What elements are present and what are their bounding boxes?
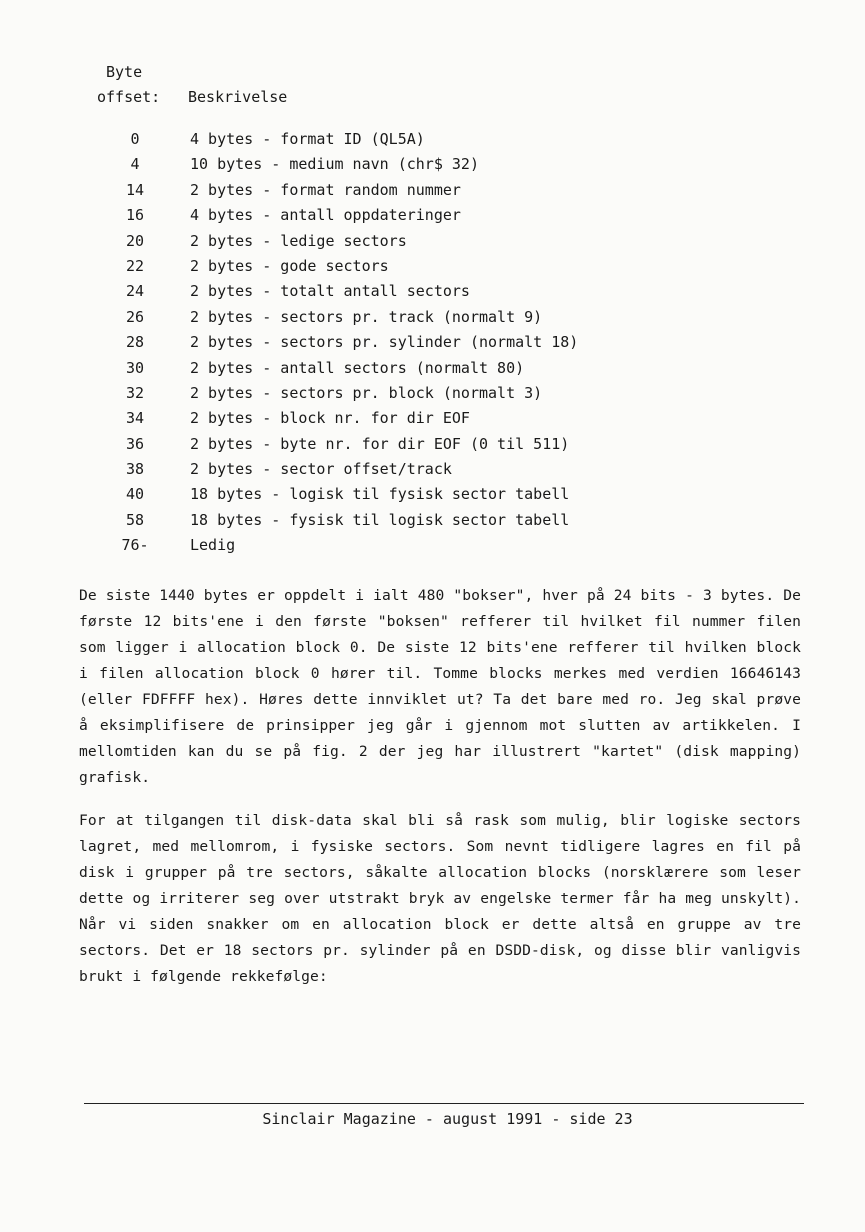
field-description: 4 bytes - format ID (QL5A) [190,130,425,148]
field-description: 2 bytes - sectors pr. block (normalt 3) [190,383,543,402]
byte-offset: 26 [125,307,145,326]
byte-offset: 30 [125,358,145,377]
table-row [0,127,865,152]
byte-offset: 24 [125,282,145,301]
paragraph-2: For at tilgangen til disk-data skal bli så rask som mulig, blir logiske sectors lagret, med mellomrom, i fysiske sectors. Som nevnt tidligere lagres en fil på disk i grupper på tre sectors, såkalte allocation blocks (norsklærere som leser dette og irriterer seg over utstrakt bryk av engelske termer får ha meg unskylt). Når vi siden snakker om en allocation block er dette altså en gruppe av tre sectors. Det er 18 sectors pr. sylinder på en DSDD-disk, og disse blir vanligvis brukt i følgende rekkefølge: [79,812,801,985]
byte-offset: 0 [130,130,140,148]
field-description: 18 bytes - fysisk til logisk sector tabell [190,510,570,529]
offset-table [0,127,865,559]
page-footer: Sinclair Magazine - august 1991 - side 23 [262,1110,633,1128]
field-description: 2 bytes - block nr. for dir EOF [190,409,470,428]
byte-offset: 58 [125,510,145,529]
header-offset-label: offset: [97,88,161,106]
field-description: 10 bytes - medium navn (chr$ 32) [190,155,479,174]
table-row [0,203,865,228]
table-row [0,356,865,381]
table-row [0,254,865,279]
field-description: 2 bytes - sectors pr. track (normalt 9) [190,307,543,326]
field-description: 2 bytes - sector offset/track [190,460,452,479]
table-row [0,229,865,254]
byte-offset: 16 [125,206,145,225]
byte-offset: 38 [125,460,145,479]
header-byte-label: Byte [106,63,143,81]
header-description-label: Beskrivelse [188,88,288,106]
field-description: 2 bytes - gode sectors [190,256,389,275]
table-row [0,482,865,507]
field-description: 18 bytes - logisk til fysisk sector tabell [190,485,570,504]
table-row [0,406,865,431]
byte-offset: 20 [125,231,145,250]
field-description: 2 bytes - ledige sectors [190,231,407,250]
field-description: Ledig [190,536,236,555]
table-row [0,178,865,203]
byte-offset: 76- [121,536,149,555]
table-row [0,152,865,177]
table-row [0,279,865,304]
byte-offset: 36 [125,434,145,453]
field-description: 2 bytes - antall sectors (normalt 80) [190,358,525,377]
byte-offset: 22 [125,256,145,275]
footer-rule [84,1103,804,1104]
table-row [0,305,865,330]
table-row [0,457,865,482]
table-row [0,533,865,558]
field-description: 2 bytes - totalt antall sectors [190,282,470,301]
byte-offset: 14 [125,180,145,199]
byte-offset: 34 [125,409,145,428]
table-row [0,330,865,355]
byte-offset: 40 [125,485,145,504]
table-row [0,432,865,457]
paragraph-1: De siste 1440 bytes er oppdelt i ialt 480 "bokser", hver på 24 bits - 3 bytes. De første 12 bits'ene i den første "boksen" refferer til hvilket fil nummer filen som ligger i allocation block 0. De siste 12 bits'ene refferer til hvilken block i filen allocation block 0 hører til. Tomme blocks merkes med verdien 16646143 (eller FDFFFF hex). Høres dette innviklet ut? Ta det bare med ro. Jeg skal prøve å eksimplifisere de prinsipper jeg går i gjennom mot slutten av artikkelen. I mellomtiden kan du se på fig. 2 der jeg har illustrert "kartet" (disk mapping) grafisk. [79,587,801,786]
byte-offset: 4 [130,155,140,174]
field-description: 2 bytes - sectors pr. sylinder (normalt 18) [190,333,579,352]
table-row [0,508,865,533]
field-description: 2 bytes - format random nummer [190,180,461,199]
table-row [0,381,865,406]
byte-offset: 28 [125,333,145,352]
field-description: 4 bytes - antall oppdateringer [190,206,461,225]
byte-offset: 32 [125,383,145,402]
field-description: 2 bytes - byte nr. for dir EOF (0 til 511) [190,434,570,453]
